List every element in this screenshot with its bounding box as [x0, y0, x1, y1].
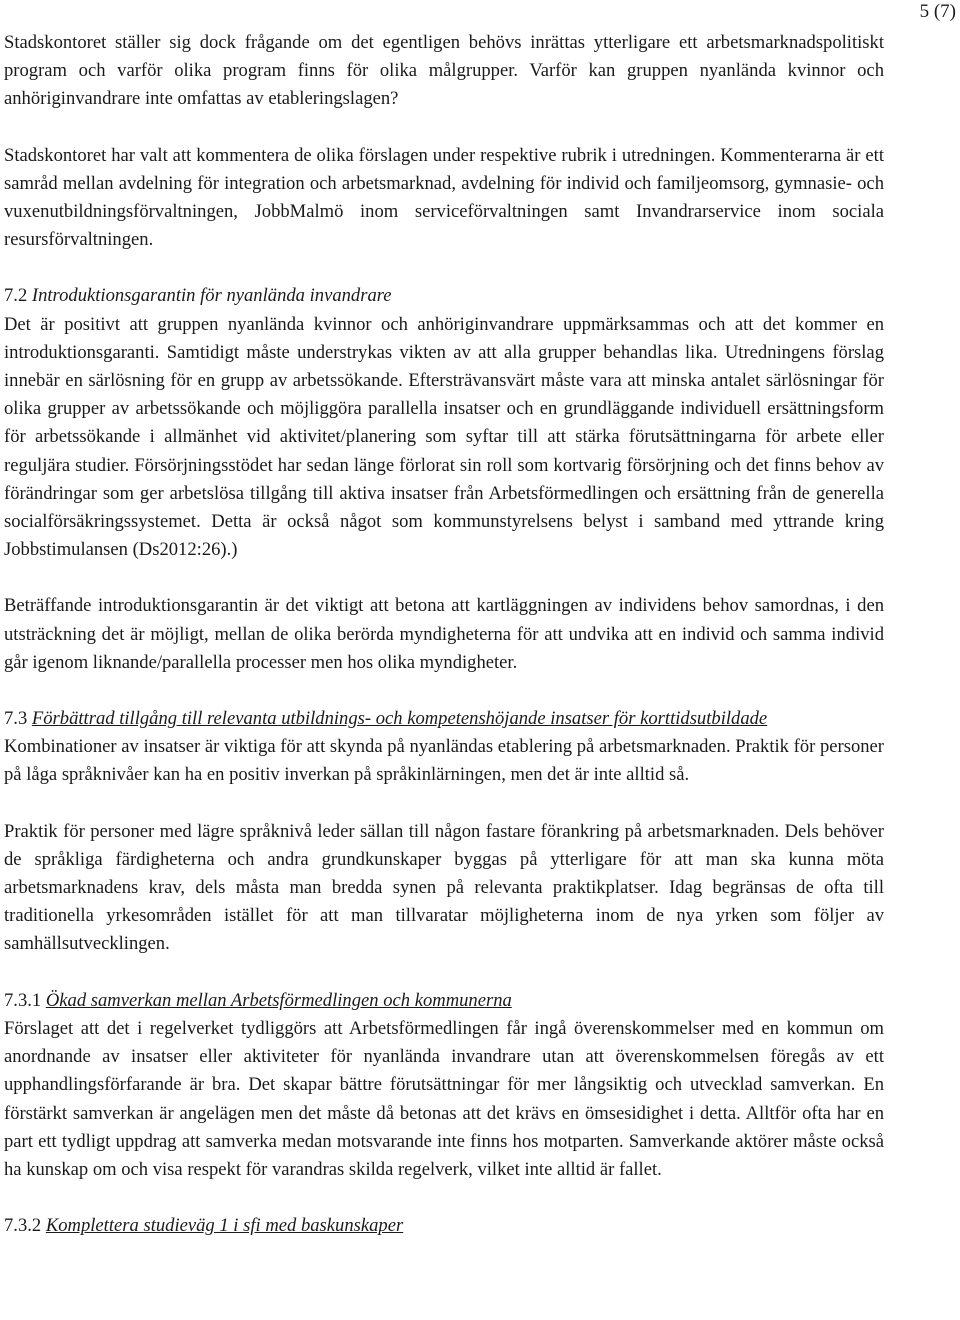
heading-title: Förbättrad tillgång till relevanta utbildnings- och kompetenshöjande insatser för korttidsutbildade	[31, 708, 768, 730]
heading-title: Introduktionsgarantin för nyanlända invandrare	[31, 285, 392, 307]
heading-7-3	[4, 705, 884, 733]
heading-title: Ökad samverkan mellan Arbetsförmedlingen och kommunerna	[45, 989, 512, 1011]
paragraph-comments: Stadskontoret har valt att kommentera de olika förslagen under respektive rubrik i utredningen. Kommenterarna är ett samråd mellan avdelning för integration och arbetsmarknad, avdelning för individ och familjeomsorg, gymnasie- och vuxenutbildningsförvaltningen, JobbMalmö inom serviceförvaltningen samt Invandrarservice inom sociala resursförvaltningen.	[4, 144, 884, 251]
page-number: 5 (7)	[919, 1, 956, 22]
heading-number: 7.2	[4, 285, 28, 307]
heading-7-2	[4, 282, 884, 310]
heading-number: 7.3.2	[4, 1215, 42, 1237]
heading-number: 7.3.1	[4, 989, 42, 1011]
paragraph-7-3-1-body: Förslaget att det i regelverket tydliggörs att Arbetsförmedlingen får ingå överenskommelser med en kommun om anordnande av insatser eller aktiviteter för nyanlända invandrare utan att överenskommelsen föregås av ett upphandlingsförfarande är bra. Det skapar bättre förutsättningar för mer långsiktig och utvecklad samverkan. En förstärkt samverkan är angelägen men det måste då betonas att det krävs en ömsesidighet i detta. Alltför ofta har en part ett tydligt uppdrag att samverka medan motsvarande inte finns hos motparten. Samverkande aktörer måste också ha kunskap om och visa respekt för varandras skilda regelverk, vilket inte alltid är fallet.	[4, 1017, 884, 1180]
document-body	[4, 29, 884, 1240]
heading-number: 7.3	[4, 708, 28, 730]
paragraph-intro: Stadskontoret ställer sig dock frågande om det egentligen behövs inrättas ytterligare ett arbetsmarknadspolitiskt program och varför olika program finns för olika målgrupper. Varför kan gruppen nyanlända kvinnor och anhöriginvandrare inte omfattas av etableringslagen?	[4, 32, 884, 110]
paragraph-7-2-body-2: Beträffande introduktionsgarantin är det viktigt att betona att kartläggningen av individens behov samordnas, i den utsträckning det är möjligt, mellan de olika berörda myndigheterna för att undvika att en individ och samma individ går igenom liknande/parallella processer men hos olika myndigheter.	[4, 595, 884, 673]
heading-title: Komplettera studieväg 1 i sfi med baskunskaper	[45, 1215, 404, 1237]
heading-7-3-1	[4, 987, 884, 1015]
paragraph-7-3-body: Kombinationer av insatser är viktiga för att skynda på nyanländas etablering på arbetsmarknaden. Praktik för personer på låga språknivåer kan ha en positiv inverkan på språkinlärningen, men det är inte alltid så.	[4, 736, 884, 786]
paragraph-7-2-body: Det är positivt att gruppen nyanlända kvinnor och anhöriginvandrare uppmärksammas och att det kommer en introduktionsgaranti. Samtidigt måste understrykas vikten av att alla grupper behandlas lika. Utredningens förslag innebär en särlösning för en grupp av arbetssökande. Eftersträvansvärt måste vara att minska antalet särlösningar för olika grupper av arbetssökande och möjliggöra parallella insatser och en grundläggande individuell ersättningsform för arbetssökande i allmänhet vid aktivitet/planering som syftar till att stärka förutsättningarna för arbete eller reguljära studier. Försörjningsstödet har sedan länge förlorat sin roll som kortvarig försörjning och det finns behov av förändringar som ger arbetslösa tillgång till aktiva insatser från Arbetsförmedlingen och ersättning från de generella socialförsäkringssystemet. Detta är också något som kommunstyrelsens belyst i samband med yttrande kring Jobbstimulansen (Ds2012:26).)	[4, 313, 884, 561]
heading-7-3-2	[4, 1212, 884, 1240]
paragraph-7-3-body-2: Praktik för personer med lägre språknivå leder sällan till någon fastare förankring på arbetsmarknaden. Dels behöver de språkliga färdigheterna och andra grundkunskaper byggas på ytterligare för att man ska kunna möta arbetsmarknadens krav, dels måsta man bredda synen på relevanta praktikplatser. Idag begränsas de ofta till traditionella yrkesområden istället för att man tillvaratar möjligheterna inom de nya yrken som följer av samhällsutvecklingen.	[4, 820, 884, 955]
